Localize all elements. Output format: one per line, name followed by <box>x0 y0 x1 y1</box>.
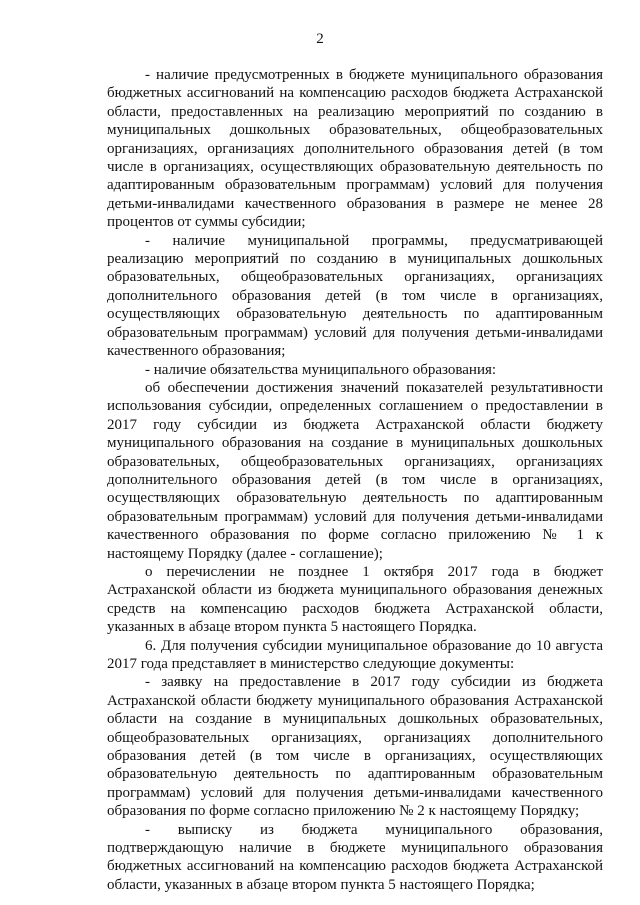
paragraph-budget-allocations: - наличие предусмотренных в бюджете муниципального образования бюджетных ассигнований на компенсацию расходов бюджета Астраханской области, предоставленных на реализацию мероприятий по созданию в муниципальных дошкольных образовательных, общеобразовательных организациях, организациях дополнительного образования детей (в том числе в организациях, осуществляющих образовательную деятельность по адаптированным образовательным программам) условий для получения детьми-инвалидами качественного образования в размере не менее 28 процентов от суммы субсидии; <box>107 67 603 231</box>
page-number: 2 <box>316 31 324 47</box>
document-body <box>107 66 603 894</box>
paragraph-obligation-intro: - наличие обязательства муниципального образования: <box>145 361 497 378</box>
paragraph-municipal-program: - наличие муниципальной программы, предусматривающей реализацию мероприятий по созданию в муниципальных дошкольных образовательных, общеобразовательных организациях, организациях дополнительного образования детей (в том числе в организациях, осуществляющих образовательную деятельность по адаптированным образовательным программам) условий для получения детьми-инвалидами качественного образования; <box>107 232 603 360</box>
paragraph-section-6: 6. Для получения субсидии муниципальное образование до 10 августа 2017 года представляет в министерство следующие документы: <box>107 637 603 672</box>
paragraph-application: - заявку на предоставление в 2017 году субсидии из бюджета Астраханской области бюджету муниципального образования Астраханской области на создание в муниципальных дошкольных образовательных, общеобразовательных организациях, организациях дополнительного образования детей (в том числе в организациях, осуществляющих образовательную деятельность по адаптированным образовательным программам) условий для получения детьми-инвалидами качественного образования по форме согласно приложению № 2 к настоящему Порядку; <box>107 674 603 820</box>
paragraph-budget-extract: - выписку из бюджета муниципального образования, подтверждающую наличие в бюджете муниципального образования бюджетных ассигнований на компенсацию расходов бюджета Астраханской области, указанных в абзаце втором пункта 5 настоящего Порядка; <box>107 821 603 893</box>
paragraph-performance-indicators: об обеспечении достижения значений показателей результативности использования субсидии, определенных соглашением о предоставлении в 2017 году субсидии из бюджета Астраханской области бюджету муниципального образования на создание в муниципальных дошкольных образовательных, общеобразовательных организациях, организациях дополнительного образования детей (в том числе в организациях, осуществляющих образовательную деятельность по адаптированным образовательным программам) условий для получения детьми-инвалидами качественного образования по форме согласно приложению № 1 к настоящему Порядку (далее - соглашение); <box>107 379 603 562</box>
paragraph-transfer-deadline: о перечислении не позднее 1 октября 2017 года в бюджет Астраханской области из бюджета муниципального образования денежных средств на компенсацию расходов бюджета Астраханской области, указанных в абзаце втором пункта 5 настоящего Порядка. <box>107 563 603 636</box>
